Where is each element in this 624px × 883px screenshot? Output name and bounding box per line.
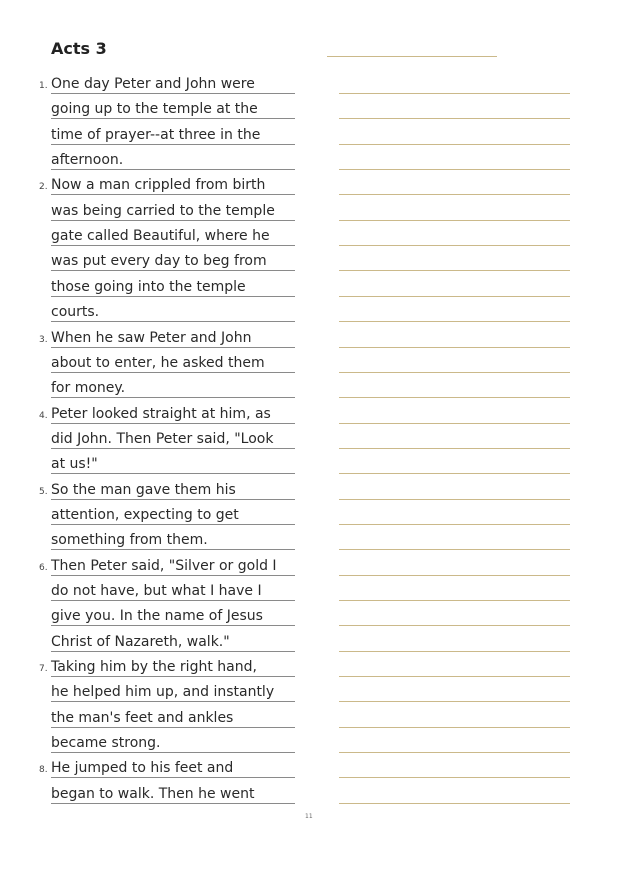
verse-line [51, 525, 295, 550]
verse-number: 3. [39, 334, 48, 345]
verse-line [51, 145, 295, 170]
writing-line[interactable] [339, 220, 570, 221]
verse-text: was put every day to beg from [51, 253, 267, 270]
verse-text: at us!" [51, 456, 98, 473]
verse-line [51, 348, 295, 373]
writing-line[interactable] [339, 144, 570, 145]
verse-line [51, 576, 295, 601]
verse-line [51, 627, 295, 652]
writing-line[interactable] [339, 676, 570, 677]
verse-text: was being carried to the temple [51, 202, 275, 219]
verse-line [51, 677, 295, 702]
verse-text: those going into the temple [51, 278, 246, 295]
verse-text: So the man gave them his [51, 481, 236, 498]
writing-line[interactable] [339, 625, 570, 626]
writing-line[interactable] [339, 169, 570, 170]
writing-line[interactable] [339, 777, 570, 778]
writing-line[interactable] [339, 423, 570, 424]
verse-text: he helped him up, and instantly [51, 684, 275, 701]
verse-text: Now a man crippled from birth [51, 177, 266, 194]
verse-line [51, 373, 295, 398]
verse-line [51, 272, 295, 297]
writing-line[interactable] [339, 321, 570, 322]
verse-text: attention, expecting to get [51, 506, 239, 523]
verse-text: time of prayer--at three in the [51, 126, 261, 143]
verse-line [39, 323, 295, 348]
verse-line [39, 475, 295, 500]
verse-text: began to walk. Then he went [51, 785, 255, 802]
writing-line[interactable] [339, 651, 570, 652]
writing-line[interactable] [339, 752, 570, 753]
verse-line [51, 196, 295, 221]
verse-text: Christ of Nazareth, walk." [51, 633, 230, 650]
verse-line [39, 399, 295, 424]
verse-line [39, 170, 295, 195]
verse-line [51, 221, 295, 246]
page-number: 11 [305, 813, 313, 820]
verse-line [51, 779, 295, 804]
verse-text: Then Peter said, "Silver or gold I [51, 557, 277, 574]
verse-text: When he saw Peter and John [51, 329, 252, 346]
verse-text: for money. [51, 380, 126, 397]
writing-line[interactable] [339, 701, 570, 702]
verse-number: 7. [39, 664, 48, 675]
verse-text: became strong. [51, 735, 161, 752]
verse-text: afternoon. [51, 152, 124, 169]
verse-line [51, 601, 295, 626]
writing-line[interactable] [339, 270, 570, 271]
page-title: Acts 3 [51, 39, 107, 58]
writing-line[interactable] [339, 347, 570, 348]
verse-text: something from them. [51, 532, 208, 549]
writing-line[interactable] [339, 575, 570, 576]
verse-text: going up to the temple at the [51, 101, 258, 118]
verse-line [51, 297, 295, 322]
verse-line [51, 94, 295, 119]
verse-text: give you. In the name of Jesus [51, 608, 263, 625]
verse-line [51, 246, 295, 271]
verse-line [51, 424, 295, 449]
verse-line [51, 120, 295, 145]
verse-number: 2. [39, 182, 48, 193]
writing-line[interactable] [339, 93, 570, 94]
writing-line[interactable] [339, 600, 570, 601]
verse-line [39, 753, 295, 778]
verse-text: the man's feet and ankles [51, 709, 234, 726]
verse-text: Peter looked straight at him, as [51, 405, 271, 422]
verse-line [51, 703, 295, 728]
verse-line [39, 69, 295, 94]
writing-line[interactable] [339, 194, 570, 195]
writing-line[interactable] [339, 296, 570, 297]
verse-number: 8. [39, 765, 48, 776]
verse-text: Taking him by the right hand, [51, 659, 257, 676]
writing-line[interactable] [339, 372, 570, 373]
writing-line[interactable] [339, 499, 570, 500]
writing-line[interactable] [339, 549, 570, 550]
verse-line [39, 652, 295, 677]
verse-text: courts. [51, 304, 100, 321]
writing-line[interactable] [339, 803, 570, 804]
verse-line [39, 551, 295, 576]
writing-line[interactable] [339, 524, 570, 525]
verse-text: One day Peter and John were [51, 76, 255, 92]
writing-line[interactable] [339, 118, 570, 119]
verse-number: 1. [39, 81, 48, 91]
verse-text: He jumped to his feet and [51, 760, 234, 777]
verse-text: do not have, but what I have I [51, 583, 262, 599]
writing-line[interactable] [339, 397, 570, 398]
verse-number: 4. [39, 410, 48, 421]
verse-text: gate called Beautiful, where he [51, 228, 270, 245]
verse-number: 6. [39, 562, 48, 573]
verse-number: 5. [39, 486, 48, 497]
writing-line[interactable] [339, 473, 570, 474]
verse-text: about to enter, he asked them [51, 354, 265, 371]
verse-line [51, 500, 295, 525]
writing-line[interactable] [339, 245, 570, 246]
writing-line[interactable] [339, 448, 570, 449]
verse-text: did John. Then Peter said, "Look [51, 430, 274, 447]
writing-line[interactable] [339, 727, 570, 728]
verse-line [51, 728, 295, 753]
verse-line [51, 449, 295, 474]
